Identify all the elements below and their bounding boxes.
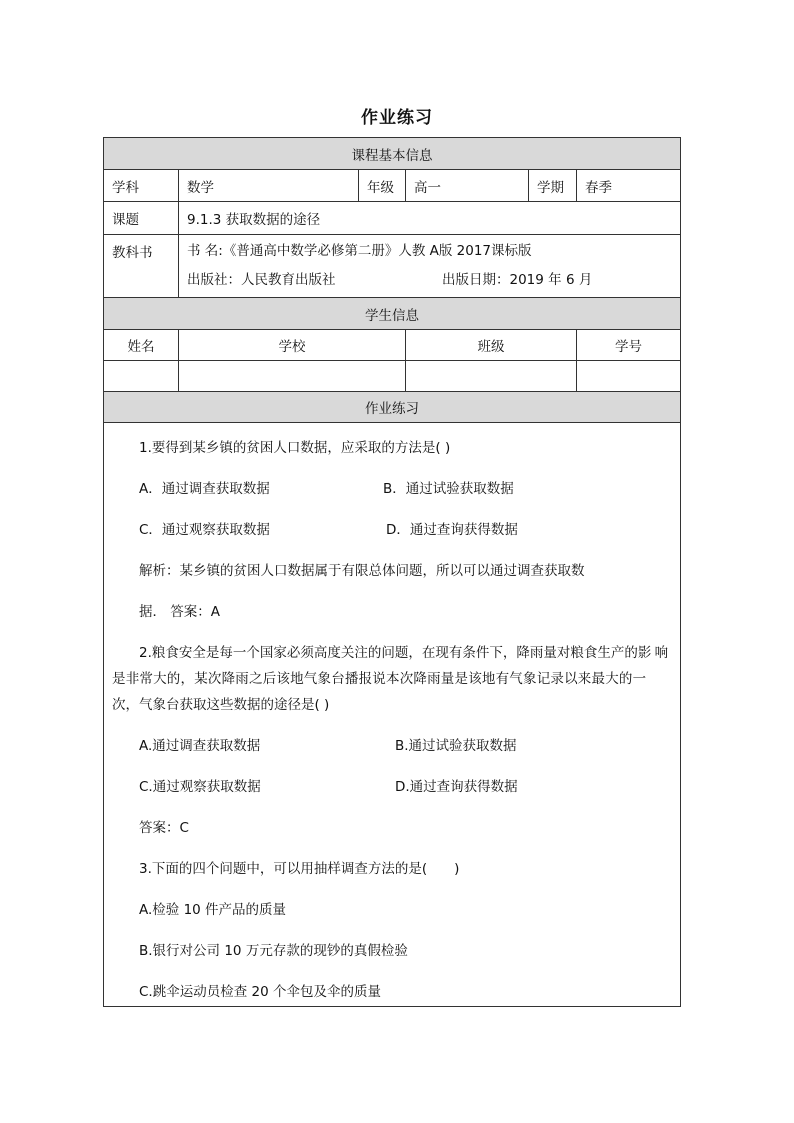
q2-option-a: A.通过调查获取数据	[139, 738, 261, 754]
school-header: 学校	[179, 330, 406, 361]
q3-stem: 3.下面的四个问题中，可以用抽样调查方法的是( )	[139, 861, 460, 877]
q1-option-a: A．通过调查获取数据	[139, 481, 270, 497]
name-cell[interactable]	[104, 361, 179, 392]
q1-option-c: C．通过观察获取数据	[139, 522, 270, 538]
q2-options-row2	[112, 775, 662, 799]
q1-options-row1	[112, 477, 662, 501]
q2-options-row1	[112, 734, 662, 758]
subject-value: 数学	[179, 170, 359, 202]
q2-line2: 是非常大的，某次降雨之后该地气象台播报说本次降雨量是该地有气象记录以来最大的一	[112, 671, 647, 687]
homework-table	[103, 137, 681, 1007]
student-id-header: 学号	[577, 330, 681, 361]
q3-option-b: B.银行对公司 10 万元存款的现钞的真假检验	[139, 943, 408, 959]
school-cell[interactable]	[179, 361, 406, 392]
class-header: 班级	[406, 330, 577, 361]
q1-option-b: B．通过试验获取数据	[383, 481, 514, 497]
class-cell[interactable]	[406, 361, 577, 392]
q2-line1-text: 2.粮食安全是每一个国家必须高度关注的问题，在现有条件下，降雨量对粮食生产的影	[139, 645, 652, 661]
subject-label: 学科	[104, 170, 179, 202]
book-name: 书 名:《普通高中数学必修第二册》人教 A版 2017课标版	[187, 243, 532, 259]
course-info-header: 课程基本信息	[104, 138, 681, 170]
q1-stem: 1.要得到某乡镇的贫困人口数据，应采取的方法是( )	[139, 440, 451, 456]
q2-option-c: C.通过观察获取数据	[139, 779, 261, 795]
name-header: 姓名	[104, 330, 179, 361]
q3-option-a: A.检验 10 件产品的质量	[139, 902, 287, 918]
topic-value: 9.1.3 获取数据的途径	[179, 202, 681, 235]
student-id-cell[interactable]	[577, 361, 681, 392]
textbook-info	[179, 235, 681, 298]
term-label: 学期	[529, 170, 577, 202]
topic-label: 课题	[104, 202, 179, 235]
q2-line3: 次，气象台获取这些数据的途径是( )	[112, 697, 330, 713]
homework-content	[104, 423, 681, 1007]
publisher: 出版社：人民教育出版社	[187, 272, 336, 288]
q3-option-c: C.跳伞运动员检查 20 个伞包及伞的质量	[139, 984, 381, 1000]
q1-option-d: D．通过查询获得数据	[386, 522, 518, 538]
publisher-line	[187, 266, 680, 295]
q1-analysis: 解析：某乡镇的贫困人口数据属于有限总体问题，所以可以通过调查获取数	[139, 563, 585, 579]
publish-date: 出版日期：2019 年 6 月	[442, 272, 593, 288]
q2-line1	[112, 641, 669, 665]
student-info-header: 学生信息	[104, 298, 681, 330]
q2-line1-end: 响	[654, 645, 669, 661]
q2-option-b: B.通过试验获取数据	[395, 738, 517, 754]
grade-value: 高一	[406, 170, 529, 202]
term-value: 春季	[577, 170, 681, 202]
q1-answer: 据． 答案：A	[139, 604, 221, 620]
q2-answer: 答案：C	[139, 820, 189, 836]
q2-option-d: D.通过查询获得数据	[395, 779, 518, 795]
q1-options-row2	[112, 518, 662, 542]
homework-header: 作业练习	[104, 392, 681, 423]
grade-label: 年级	[359, 170, 406, 202]
page-title: 作业练习	[361, 108, 433, 128]
textbook-label: 教科书	[104, 235, 179, 298]
